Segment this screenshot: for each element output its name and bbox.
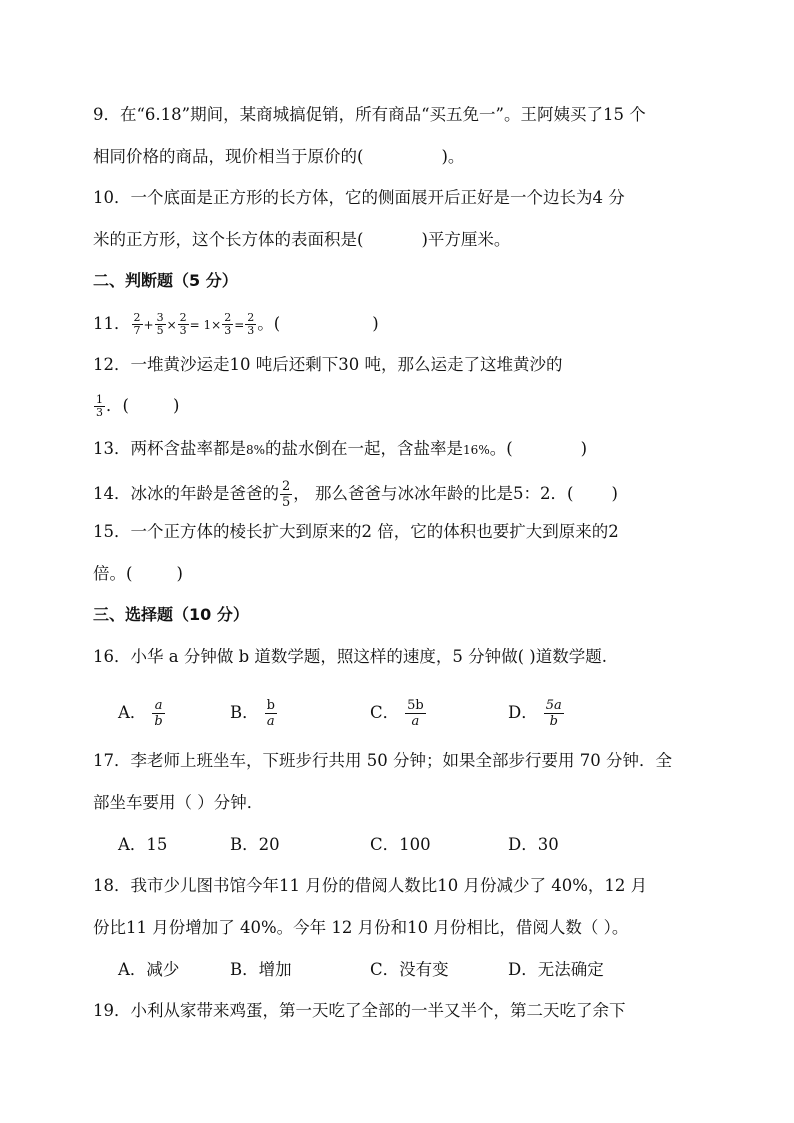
q11-equals-1: = 1× (189, 318, 222, 332)
q9-line2 (93, 146, 464, 168)
q17-option-b[interactable]: B．20 (230, 835, 280, 854)
q17-option-a[interactable]: A．15 (118, 835, 168, 854)
q13-percent-1: 8% (246, 443, 266, 457)
q11-fraction-2: $\frac{3}{5}$ (156, 311, 164, 337)
q16-option-d[interactable]: D． $\frac{5a}{b}$ (508, 698, 562, 729)
section-2-heading: 二、判断题（5 分） (93, 271, 238, 290)
q11-line (93, 312, 379, 337)
q14-text-1: 14．冰冰的年龄是爸爸的 (93, 484, 279, 503)
q11-number: 11． (93, 314, 131, 333)
q12-tail: ．( (106, 396, 129, 415)
q18-option-d[interactable]: D．无法确定 (508, 960, 604, 979)
q15-line2 (93, 563, 183, 585)
q10-line2-tail: )平方厘米。 (421, 230, 511, 249)
q16-option-a[interactable]: A． $\frac{a}{b}$ (118, 698, 163, 729)
q11-tail: 。( (257, 314, 281, 333)
q11-equals-2: = (234, 318, 245, 332)
q17-option-c[interactable]: C．100 (370, 835, 431, 854)
q16-line1: 16．小华 a 分钟做 b 道数学题，照这样的速度，5 分钟做( )道数学题. (93, 647, 607, 666)
q11-close: ) (372, 314, 379, 333)
q16-option-b[interactable]: B． $\frac{b}{a}$ (230, 698, 275, 729)
q10-line2-text: 米的正方形，这个长方体的表面积是( (93, 230, 364, 249)
q11-fraction-4: $\frac{2}{3}$ (224, 311, 232, 337)
q13-tail: 。( (489, 439, 513, 458)
q15-line1: 15．一个正方体的棱长扩大到原来的2 倍，它的体积也要扩大到原来的2 (93, 522, 619, 541)
q18-option-c[interactable]: C．没有变 (370, 960, 449, 979)
q18-option-a[interactable]: A．减少 (118, 960, 180, 979)
q15-close: ) (176, 564, 183, 583)
q14-line (93, 479, 618, 510)
q13-line (93, 438, 587, 461)
q19-line1: 19．小利从家带来鸡蛋，第一天吃了全部的一半又半个，第二天吃了余下 (93, 1001, 626, 1020)
q17-option-d[interactable]: D．30 (508, 835, 559, 854)
q13-text-1: 13．两杯含盐率都是 (93, 439, 246, 458)
q11-plus: + (143, 318, 154, 332)
q11-fraction-5: $\frac{2}{3}$ (247, 311, 255, 337)
q11-fraction-1: $\frac{2}{7}$ (133, 311, 141, 337)
q18-option-b[interactable]: B．增加 (230, 960, 292, 979)
q17-line2: 部坐车要用（ ）分钟． (93, 793, 264, 812)
q15-text: 倍。( (93, 564, 133, 583)
q11-times: × (166, 318, 177, 332)
q13-text-2: 的盐水倒在一起，含盐率是 (265, 439, 464, 458)
q9-line1: 9．在“6.18”期间，某商城搞促销，所有商品“买五免一”。王阿姨买了15 个 (93, 105, 646, 124)
q14-text-2: ， 那么爸爸与冰冰年龄的比是5：2．( (293, 484, 574, 503)
q12-line1: 12．一堆黄沙运走10 吨后还剩下30 吨，那么运走了这堆黄沙的 (93, 355, 563, 374)
q12-fraction: $\frac{1}{3}$ (96, 393, 103, 419)
q9-line2-text: 相同价格的商品，现价相当于原价的( (93, 147, 364, 166)
q17-line1: 17．李老师上班坐车，下班步行共用 50 分钟；如果全部步行要用 70 分钟．全 (93, 751, 672, 770)
q13-close: ) (580, 439, 588, 458)
q14-close: ) (611, 484, 618, 503)
q16-option-c[interactable]: C． $\frac{5b}{a}$ (370, 698, 424, 729)
q10-line1: 10．一个底面是正方形的长方体，它的侧面展开后正好是一个边长为4 分 (93, 188, 625, 207)
q18-line2: 份比11 月份增加了 40%。今年 12 月份和10 月份相比，借阅人数（ ）。 (93, 918, 629, 937)
q9-line2-tail: )。 (441, 147, 465, 166)
section-3-heading: 三、选择题（10 分） (93, 605, 249, 624)
q12-line2 (93, 394, 179, 419)
q11-fraction-3: $\frac{2}{3}$ (179, 311, 187, 337)
q10-line2 (93, 229, 510, 251)
q12-close: ) (172, 396, 180, 415)
q13-percent-2: 16% (463, 443, 490, 457)
q18-line1: 18．我市少儿图书馆今年11 月份的借阅人数比10 月份减少了 40%，12 月 (93, 876, 648, 895)
q14-fraction: $\frac{2}{5}$ (282, 479, 291, 510)
